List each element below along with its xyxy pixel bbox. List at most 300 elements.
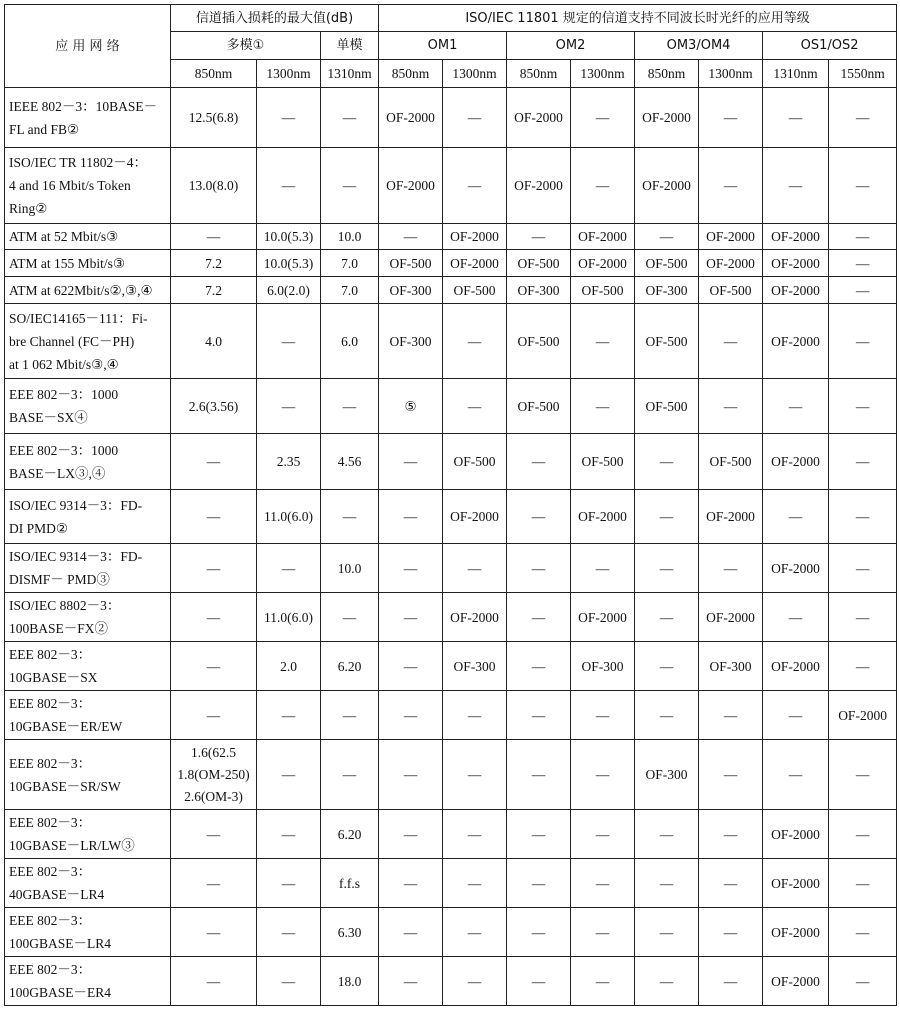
- application-name-cell: [5, 250, 171, 277]
- cell-value: OF-2000: [450, 255, 499, 271]
- cell-value: —: [855, 609, 870, 625]
- value-cell: [507, 957, 571, 1006]
- cell-value: 11.0(6.0): [264, 509, 313, 524]
- cell-value: 6.0(2.0): [267, 282, 310, 298]
- table-row: [5, 434, 897, 490]
- value-cell: [571, 957, 635, 1006]
- cell-value: 10.0(5.3): [263, 229, 314, 244]
- cell-value: OF-2000: [578, 609, 627, 625]
- header-wavelength: 850nm: [507, 60, 571, 88]
- value-cell: [635, 593, 699, 642]
- value-cell: [571, 859, 635, 908]
- value-cell: [443, 908, 507, 957]
- application-name-line: EEE 802－3：1000: [9, 442, 119, 458]
- header-singlemode: 单模: [321, 32, 379, 60]
- value-cell: [763, 740, 829, 810]
- cell-value: —: [855, 875, 870, 891]
- cell-value: —: [855, 973, 870, 989]
- cell-value: —: [403, 609, 418, 625]
- application-name-cell: [5, 224, 171, 250]
- cell-value: 1.6(62.5: [191, 744, 236, 760]
- cell-value: —: [531, 767, 546, 782]
- value-cell: [507, 908, 571, 957]
- cell-value: —: [467, 178, 482, 193]
- value-cell: [571, 148, 635, 224]
- value-cell: [829, 642, 897, 691]
- cell-value: OF-2000: [706, 255, 755, 271]
- cell-value: —: [531, 229, 546, 244]
- value-cell: [571, 642, 635, 691]
- cell-value: OF-500: [453, 282, 496, 298]
- application-name-cell: [5, 148, 171, 224]
- cell-value: 18.0: [337, 973, 362, 989]
- cell-value: —: [723, 826, 738, 842]
- application-name-line: DISMF－ PMD③: [9, 572, 110, 587]
- cell-value: —: [281, 333, 296, 349]
- table-header: [5, 5, 897, 88]
- table-row: [5, 957, 897, 1006]
- cell-value: —: [595, 398, 610, 414]
- cell-value: —: [467, 826, 482, 842]
- value-cell: [699, 859, 763, 908]
- value-cell: [257, 859, 321, 908]
- value-cell: [763, 859, 829, 908]
- cell-value: 1.8(OM-250): [177, 766, 250, 782]
- value-cell: [829, 908, 897, 957]
- cell-value: —: [723, 973, 738, 989]
- value-cell: [443, 593, 507, 642]
- value-cell: [171, 148, 257, 224]
- cell-value: —: [723, 924, 738, 940]
- application-name-line: BASE－SX④: [9, 410, 88, 425]
- cell-value: —: [531, 454, 546, 469]
- value-cell: [171, 740, 257, 810]
- value-cell: [321, 810, 379, 859]
- cell-value: OF-2000: [578, 509, 627, 524]
- value-cell: [257, 642, 321, 691]
- cell-value: —: [531, 509, 546, 524]
- value-cell: [829, 957, 897, 1006]
- cell-value: —: [281, 707, 296, 723]
- cell-value: —: [467, 973, 482, 989]
- value-cell: [635, 908, 699, 957]
- cell-value: —: [206, 826, 221, 842]
- value-cell: [635, 691, 699, 740]
- value-cell: [635, 740, 699, 810]
- cell-value: 10.0: [337, 229, 362, 244]
- table-row: [5, 148, 897, 224]
- cell-value: —: [281, 398, 296, 414]
- value-cell: [635, 859, 699, 908]
- value-cell: [699, 957, 763, 1006]
- value-cell: [635, 544, 699, 593]
- value-cell: [699, 544, 763, 593]
- value-cell: [379, 957, 443, 1006]
- application-name-line: ATM at 52 Mbit/s③: [9, 229, 119, 244]
- value-cell: [171, 691, 257, 740]
- table-row: [5, 490, 897, 544]
- cell-value: OF-2000: [771, 973, 820, 989]
- value-cell: [829, 544, 897, 593]
- fiber-application-table: [4, 4, 897, 1006]
- value-cell: [507, 434, 571, 490]
- value-cell: [257, 379, 321, 434]
- cell-value: —: [788, 509, 803, 524]
- cell-value: —: [788, 767, 803, 782]
- header-wavelength: 1300nm: [699, 60, 763, 88]
- cell-value: OF-500: [453, 454, 496, 469]
- cell-value: OF-2000: [514, 110, 563, 125]
- application-name-cell: [5, 434, 171, 490]
- value-cell: [321, 148, 379, 224]
- value-cell: [829, 277, 897, 304]
- cell-value: OF-500: [581, 282, 624, 298]
- table-row: [5, 250, 897, 277]
- application-name-cell: [5, 277, 171, 304]
- header-wavelength: 1300nm: [571, 60, 635, 88]
- cell-value: OF-2000: [386, 178, 435, 193]
- cell-value: 10.0(5.3): [263, 255, 314, 271]
- value-cell: [763, 434, 829, 490]
- cell-value: —: [467, 333, 482, 349]
- value-cell: [379, 304, 443, 379]
- value-cell: [443, 148, 507, 224]
- value-cell: [829, 379, 897, 434]
- value-cell: [443, 304, 507, 379]
- value-cell: [443, 740, 507, 810]
- cell-value: —: [723, 333, 738, 349]
- cell-value: —: [659, 826, 674, 842]
- value-cell: [829, 810, 897, 859]
- value-cell: [699, 740, 763, 810]
- cell-value: —: [531, 973, 546, 989]
- cell-value: OF-500: [389, 255, 432, 271]
- application-name-line: 4 and 16 Mbit/s Token: [9, 178, 131, 193]
- table-row: [5, 88, 897, 148]
- cell-value: 6.20: [337, 826, 362, 842]
- cell-value: —: [403, 924, 418, 940]
- value-cell: [379, 250, 443, 277]
- value-cell: [571, 810, 635, 859]
- cell-value: OF-2000: [771, 560, 820, 576]
- cell-value: —: [342, 609, 357, 625]
- cell-value: —: [403, 707, 418, 723]
- value-cell: [571, 908, 635, 957]
- value-cell: [443, 277, 507, 304]
- value-cell: [571, 593, 635, 642]
- value-cell: [321, 740, 379, 810]
- cell-value: —: [855, 282, 870, 298]
- header-wavelength: 1300nm: [257, 60, 321, 88]
- application-name-line: Ring②: [9, 201, 48, 216]
- value-cell: [829, 490, 897, 544]
- value-cell: [321, 859, 379, 908]
- value-cell: [321, 593, 379, 642]
- value-cell: [321, 957, 379, 1006]
- value-cell: [257, 88, 321, 148]
- cell-value: OF-2000: [450, 509, 499, 524]
- value-cell: [763, 691, 829, 740]
- cell-value: 7.2: [205, 282, 222, 298]
- value-cell: [507, 224, 571, 250]
- value-cell: [571, 379, 635, 434]
- cell-value: 13.0(8.0): [188, 178, 239, 193]
- value-cell: [571, 434, 635, 490]
- cell-value: 12.5(6.8): [188, 110, 239, 125]
- cell-value: OF-2000: [771, 658, 820, 674]
- application-name-line: EEE 802－3：: [9, 913, 92, 928]
- application-name-cell: [5, 304, 171, 379]
- cell-value: 6.30: [337, 924, 362, 940]
- header-om1: OM1: [379, 32, 507, 60]
- value-cell: [379, 544, 443, 593]
- application-name-line: 10GBASE－SR/SW: [9, 778, 121, 794]
- application-name-line: EEE 802－3：: [9, 696, 92, 711]
- value-cell: [829, 740, 897, 810]
- application-name-cell: [5, 544, 171, 593]
- value-cell: [321, 908, 379, 957]
- table-row: [5, 379, 897, 434]
- application-name-line: EEE 802－3：: [9, 755, 92, 771]
- value-cell: [443, 544, 507, 593]
- value-cell: [321, 379, 379, 434]
- cell-value: OF-300: [389, 282, 432, 298]
- value-cell: [257, 810, 321, 859]
- value-cell: [699, 224, 763, 250]
- application-name-line: EEE 802－3：: [9, 962, 92, 977]
- cell-value: OF-300: [645, 282, 688, 298]
- cell-value: OF-500: [645, 333, 688, 349]
- value-cell: [763, 544, 829, 593]
- header-multimode: 多模①: [171, 32, 321, 60]
- cell-value: —: [531, 875, 546, 891]
- cell-value: —: [659, 509, 674, 524]
- table-row: [5, 277, 897, 304]
- application-name-line: EEE 802－3：1000: [9, 387, 119, 402]
- value-cell: [171, 908, 257, 957]
- value-cell: [507, 691, 571, 740]
- cell-value: —: [855, 398, 870, 414]
- value-cell: [829, 88, 897, 148]
- value-cell: [635, 379, 699, 434]
- cell-value: —: [403, 767, 418, 782]
- cell-value: OF-2000: [578, 229, 627, 244]
- cell-value: —: [281, 826, 296, 842]
- cell-value: —: [595, 560, 610, 576]
- value-cell: [257, 908, 321, 957]
- value-cell: [507, 544, 571, 593]
- cell-value: OF-300: [517, 282, 560, 298]
- value-cell: [829, 148, 897, 224]
- value-cell: [443, 224, 507, 250]
- header-wavelength: 850nm: [171, 60, 257, 88]
- value-cell: [507, 250, 571, 277]
- value-cell: [379, 810, 443, 859]
- value-cell: [257, 250, 321, 277]
- cell-value: —: [342, 398, 357, 414]
- header-wavelength: 1300nm: [443, 60, 507, 88]
- value-cell: [321, 224, 379, 250]
- value-cell: [171, 642, 257, 691]
- cell-value: —: [531, 826, 546, 842]
- cell-value: —: [855, 658, 870, 674]
- value-cell: [171, 434, 257, 490]
- cell-value: OF-500: [645, 398, 688, 414]
- cell-value: —: [595, 178, 610, 193]
- value-cell: [171, 250, 257, 277]
- cell-value: OF-300: [709, 658, 752, 674]
- value-cell: [699, 304, 763, 379]
- value-cell: [635, 304, 699, 379]
- value-cell: [829, 434, 897, 490]
- application-name-line: 10GBASE－ER/EW: [9, 719, 123, 734]
- value-cell: [257, 593, 321, 642]
- value-cell: [763, 148, 829, 224]
- header-loss-group: 信道插入损耗的最大值(dB): [171, 5, 379, 32]
- value-cell: [699, 691, 763, 740]
- value-cell: [571, 277, 635, 304]
- cell-value: —: [659, 609, 674, 625]
- application-name-cell: [5, 740, 171, 810]
- value-cell: [379, 277, 443, 304]
- cell-value: 6.0: [341, 333, 358, 349]
- application-name-line: FL and FB②: [9, 121, 80, 137]
- cell-value: OF-2000: [450, 609, 499, 625]
- cell-value: OF-2000: [706, 229, 755, 244]
- cell-value: —: [595, 110, 610, 125]
- cell-value: —: [206, 658, 221, 674]
- value-cell: [507, 379, 571, 434]
- cell-value: 4.56: [337, 454, 362, 469]
- cell-value: —: [467, 560, 482, 576]
- cell-value: —: [281, 875, 296, 891]
- cell-value: —: [281, 767, 296, 782]
- value-cell: [635, 957, 699, 1006]
- cell-value: 2.6(OM-3): [184, 788, 243, 804]
- value-cell: [763, 957, 829, 1006]
- cell-value: —: [342, 707, 357, 723]
- value-cell: [379, 642, 443, 691]
- value-cell: [379, 490, 443, 544]
- cell-value: —: [342, 509, 357, 524]
- cell-value: —: [788, 609, 803, 625]
- table-row: [5, 810, 897, 859]
- application-name-line: BASE－LX③,④: [9, 465, 106, 481]
- cell-value: 2.0: [280, 658, 297, 674]
- value-cell: [507, 593, 571, 642]
- cell-value: —: [531, 560, 546, 576]
- value-cell: [571, 88, 635, 148]
- value-cell: [763, 304, 829, 379]
- cell-value: —: [342, 178, 357, 193]
- application-name-cell: [5, 691, 171, 740]
- value-cell: [171, 859, 257, 908]
- cell-value: —: [855, 178, 870, 193]
- table-row: [5, 740, 897, 810]
- cell-value: —: [467, 767, 482, 782]
- application-name-line: bre Channel (FC－PH): [9, 333, 135, 349]
- cell-value: 6.20: [337, 658, 362, 674]
- value-cell: [257, 434, 321, 490]
- cell-value: —: [723, 110, 738, 125]
- header-wavelength: 850nm: [635, 60, 699, 88]
- application-name-line: 100BASE－FX②: [9, 621, 109, 636]
- value-cell: [507, 148, 571, 224]
- cell-value: —: [467, 707, 482, 723]
- application-name-cell: [5, 593, 171, 642]
- cell-value: —: [595, 707, 610, 723]
- value-cell: [443, 88, 507, 148]
- cell-value: —: [855, 229, 870, 244]
- cell-value: —: [206, 229, 221, 244]
- cell-value: —: [531, 924, 546, 940]
- application-name-cell: [5, 88, 171, 148]
- application-name-line: EEE 802－3：: [9, 647, 92, 662]
- value-cell: [699, 810, 763, 859]
- value-cell: [171, 277, 257, 304]
- cell-value: OF-2000: [642, 110, 691, 125]
- value-cell: [699, 250, 763, 277]
- cell-value: —: [788, 707, 803, 723]
- value-cell: [379, 434, 443, 490]
- table-row: [5, 544, 897, 593]
- value-cell: [171, 957, 257, 1006]
- cell-value: —: [281, 924, 296, 940]
- value-cell: [443, 490, 507, 544]
- value-cell: [635, 642, 699, 691]
- cell-value: OF-300: [581, 658, 624, 674]
- value-cell: [763, 593, 829, 642]
- header-om3-om4: OM3/OM4: [635, 32, 763, 60]
- cell-value: OF-500: [517, 333, 560, 349]
- value-cell: [699, 379, 763, 434]
- application-name-cell: [5, 957, 171, 1006]
- value-cell: [507, 740, 571, 810]
- value-cell: [171, 88, 257, 148]
- cell-value: —: [206, 609, 221, 625]
- header-application: 应 用 网 络: [5, 5, 171, 88]
- value-cell: [507, 642, 571, 691]
- application-name-line: ATM at 155 Mbit/s③: [9, 255, 125, 271]
- cell-value: —: [595, 767, 610, 782]
- cell-value: —: [855, 560, 870, 576]
- cell-value: 4.0: [205, 333, 222, 349]
- value-cell: [571, 250, 635, 277]
- cell-value: —: [467, 110, 482, 125]
- cell-value: OF-500: [517, 255, 560, 271]
- cell-value: —: [659, 658, 674, 674]
- cell-value: —: [281, 178, 296, 193]
- value-cell: [379, 148, 443, 224]
- application-name-cell: [5, 490, 171, 544]
- cell-value: —: [206, 707, 221, 723]
- table-row: [5, 691, 897, 740]
- value-cell: [829, 250, 897, 277]
- cell-value: —: [403, 826, 418, 842]
- value-cell: [507, 88, 571, 148]
- value-cell: [171, 379, 257, 434]
- value-cell: [379, 691, 443, 740]
- application-name-cell: [5, 642, 171, 691]
- value-cell: [763, 379, 829, 434]
- value-cell: [571, 304, 635, 379]
- value-cell: [257, 957, 321, 1006]
- cell-value: ⑤: [404, 398, 417, 414]
- value-cell: [763, 642, 829, 691]
- value-cell: [321, 490, 379, 544]
- cell-value: OF-300: [453, 658, 496, 674]
- cell-value: —: [281, 973, 296, 989]
